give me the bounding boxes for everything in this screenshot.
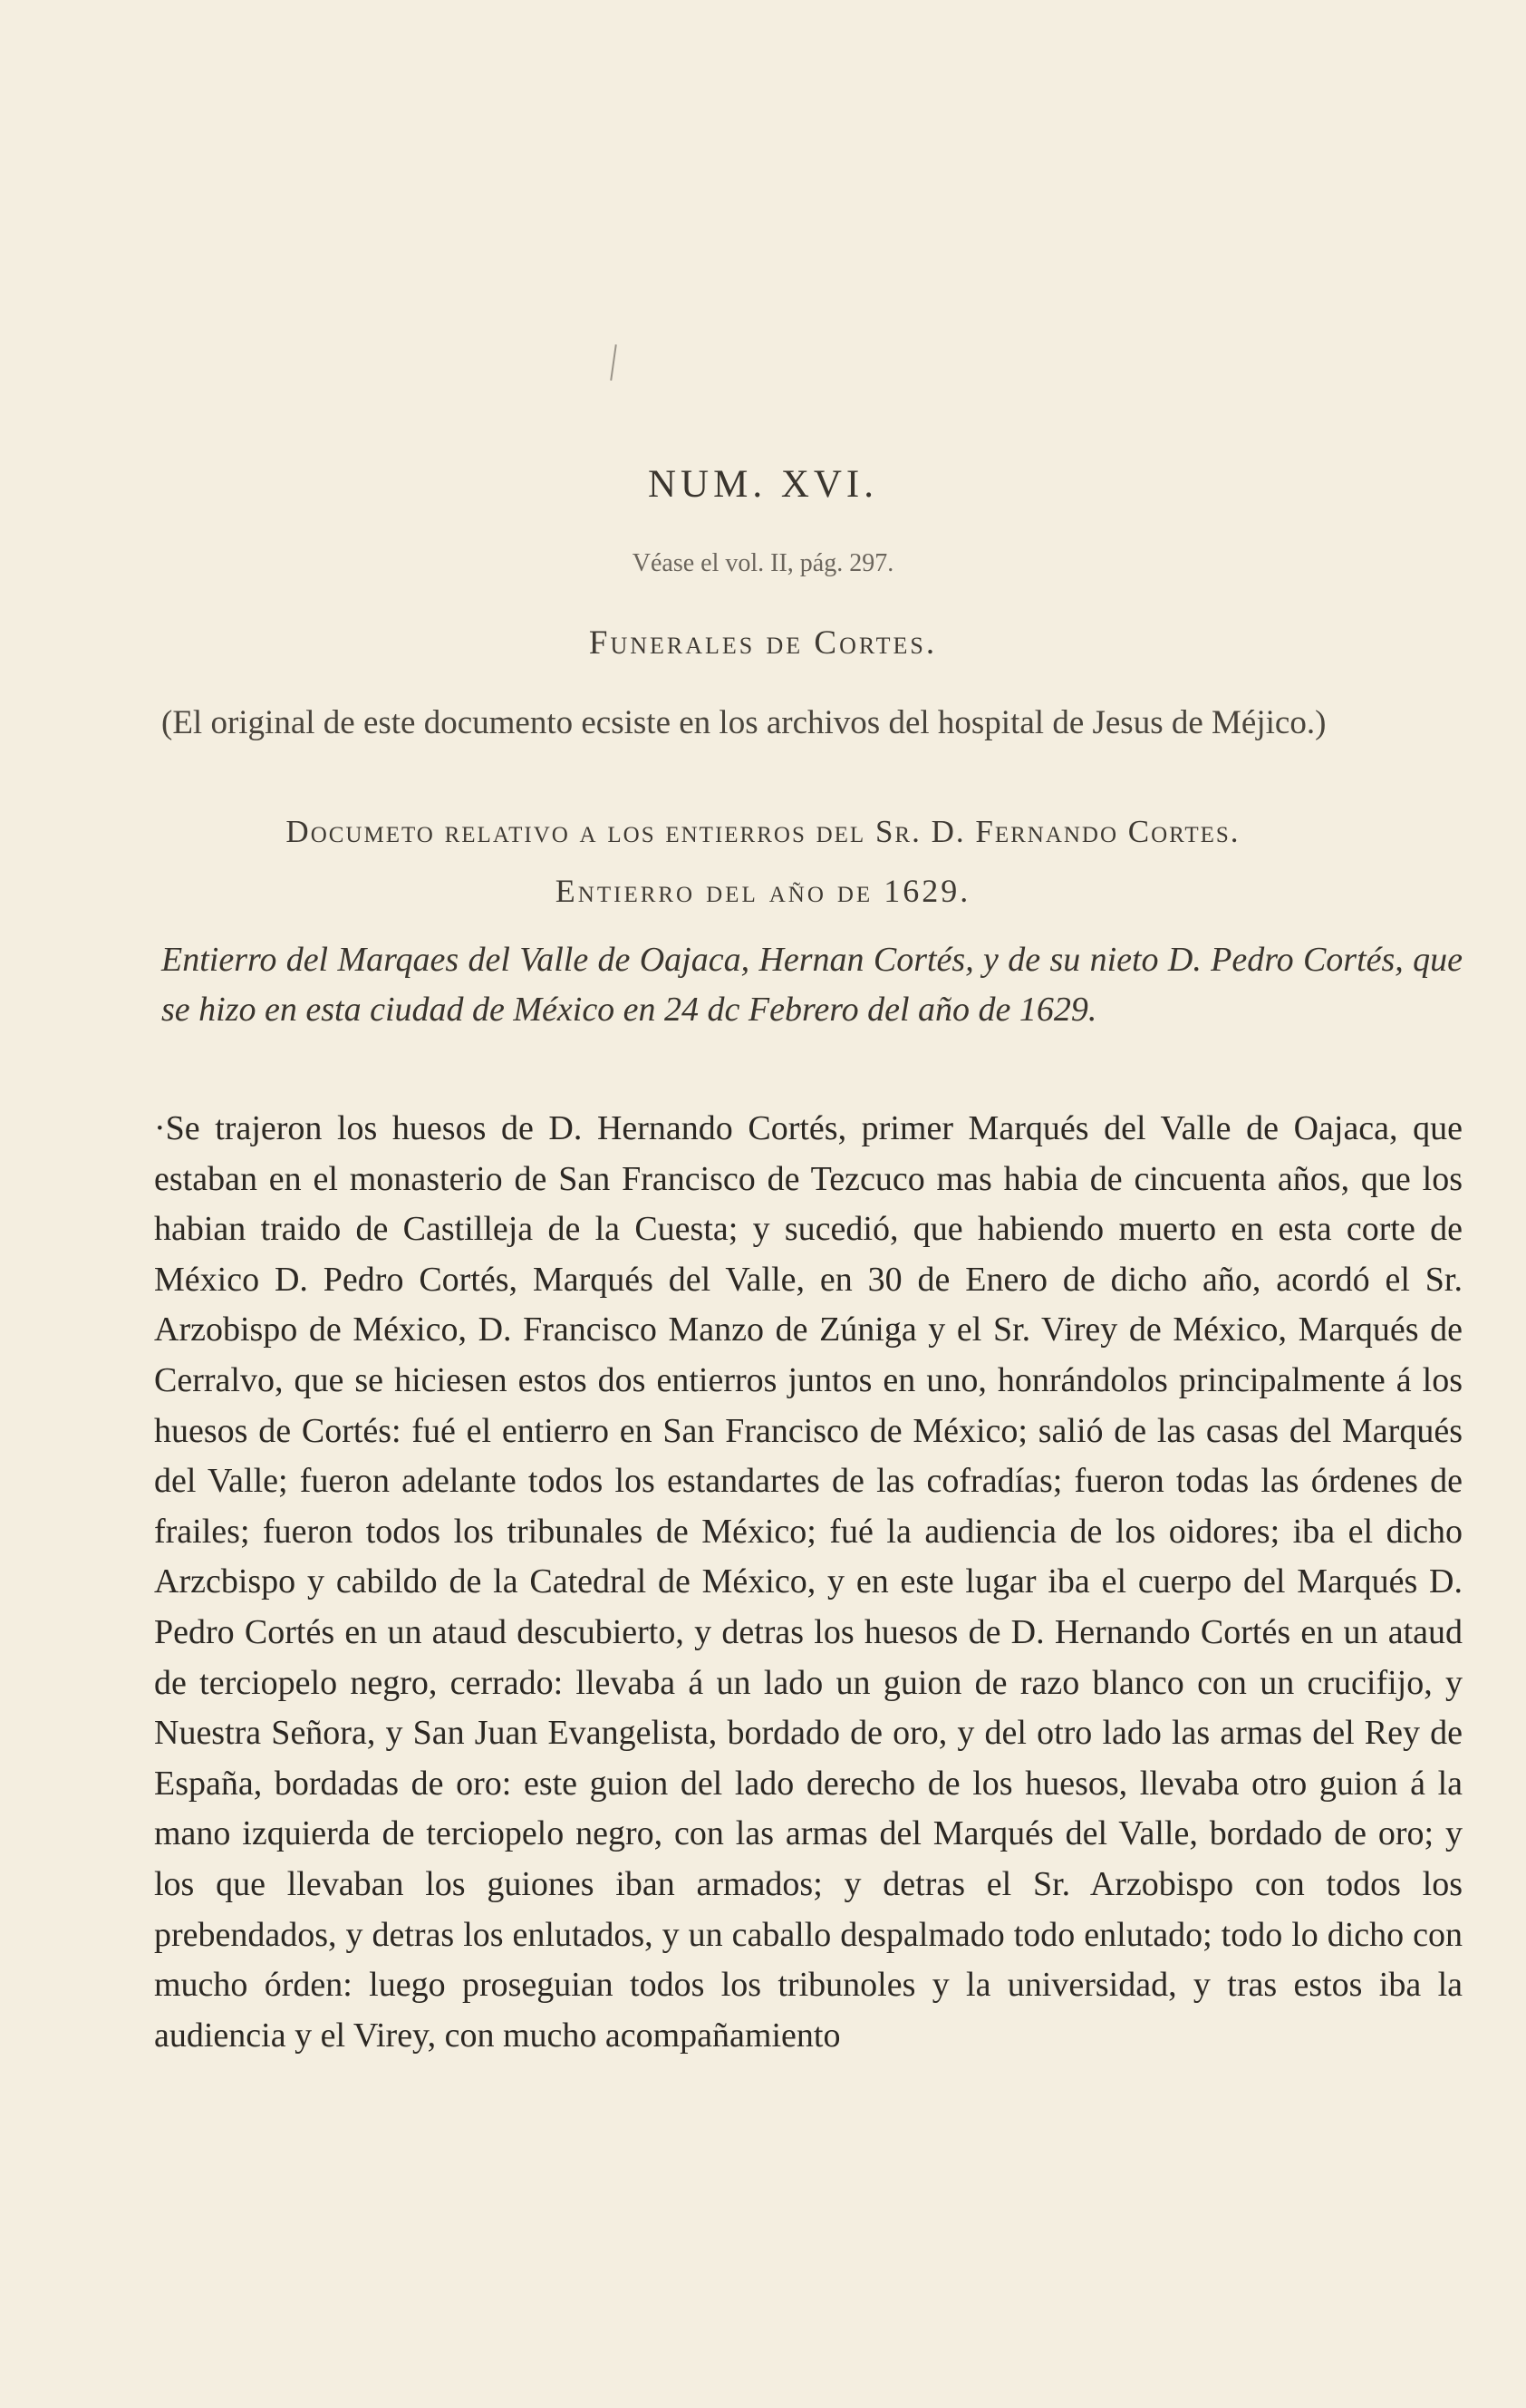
document-number-heading: NUM. XVI. xyxy=(647,463,879,506)
section-title: Funerales de Cortes. xyxy=(588,624,938,662)
italic-subtitle: Entierro del Marqaes del Valle de Oajaca, Hernan Cortés, y de su nieto D. Pedro Cortés, que se hizo en esta ciudad de México en 24 dc Febrero del año de 1629. xyxy=(161,941,1463,1029)
document-title: Documeto relativo a los entierros del Sr. D. Fernando Cortes. xyxy=(285,814,1241,849)
archive-note: (El original de este documento ecsiste en los archivos del hospital de Jesus de Méjico.) xyxy=(161,704,1327,741)
stray-ink-mark xyxy=(610,344,617,381)
volume-page-reference: Véase el vol. II, pág. 297. xyxy=(632,549,894,577)
body-paragraph: ·Se trajeron los huesos de D. Hernando Cortés, primer Marqués del Valle de Oajaca, que estaban en el monasterio de San Francisco de Tezcuco mas habia de cincuenta años, que los habian traido de Castilleja de la Cuesta; y sucedió, que habiendo muerto en esta corte de México D. Pedro Cortés, Marqués del Valle, en 30 de Enero de dicho año, acordó el Sr. Arzobispo de México, D. Francisco Manzo de Zúniga y el Sr. Virey de México, Marqués de Cerralvo, que se hiciesen estos dos entierros juntos en uno, honrándolos principalmente á los huesos de Cortés: fué el entierro en San Francisco de México; salió de las casas del Marqués del Valle; fueron adelante todos los estandartes de las cofradías; fueron todas las órdenes de frailes; fueron todos los tribunales de México; fué la audiencia de los oidores; iba el dicho Arzcbispo y cabildo de la Catedral de México, y en este lugar iba el cuerpo del Marqués D. Pedro Cortés en un ataud descubierto, y detras los huesos de D. Hernando Cortés en un ataud de terciopelo negro, cerrado: llevaba á un lado un guion de razo blanco con un crucifijo, y Nuestra Señora, y San Juan Evangelista, bordado de oro, y del otro lado las armas del Rey de España, bordadas de oro: este guion del lado derecho de los huesos, llevaba otro guion á la mano izquierda de terciopelo negro, con las armas del Marqués del Valle, bordado de oro; y los que llevaban los guiones iban armados; y detras el Sr. Arzobispo con todos los prebendados, y detras los enlutados, y un caballo despalmado todo enlutado; todo lo dicho con mucho órden: luego proseguian todos los tribunoles y la universidad, y tras estos iba la audiencia y el Virey, con mucho acompañamiento xyxy=(154,1109,1463,2055)
burial-year-heading: Entierro del año de 1629. xyxy=(555,873,971,909)
